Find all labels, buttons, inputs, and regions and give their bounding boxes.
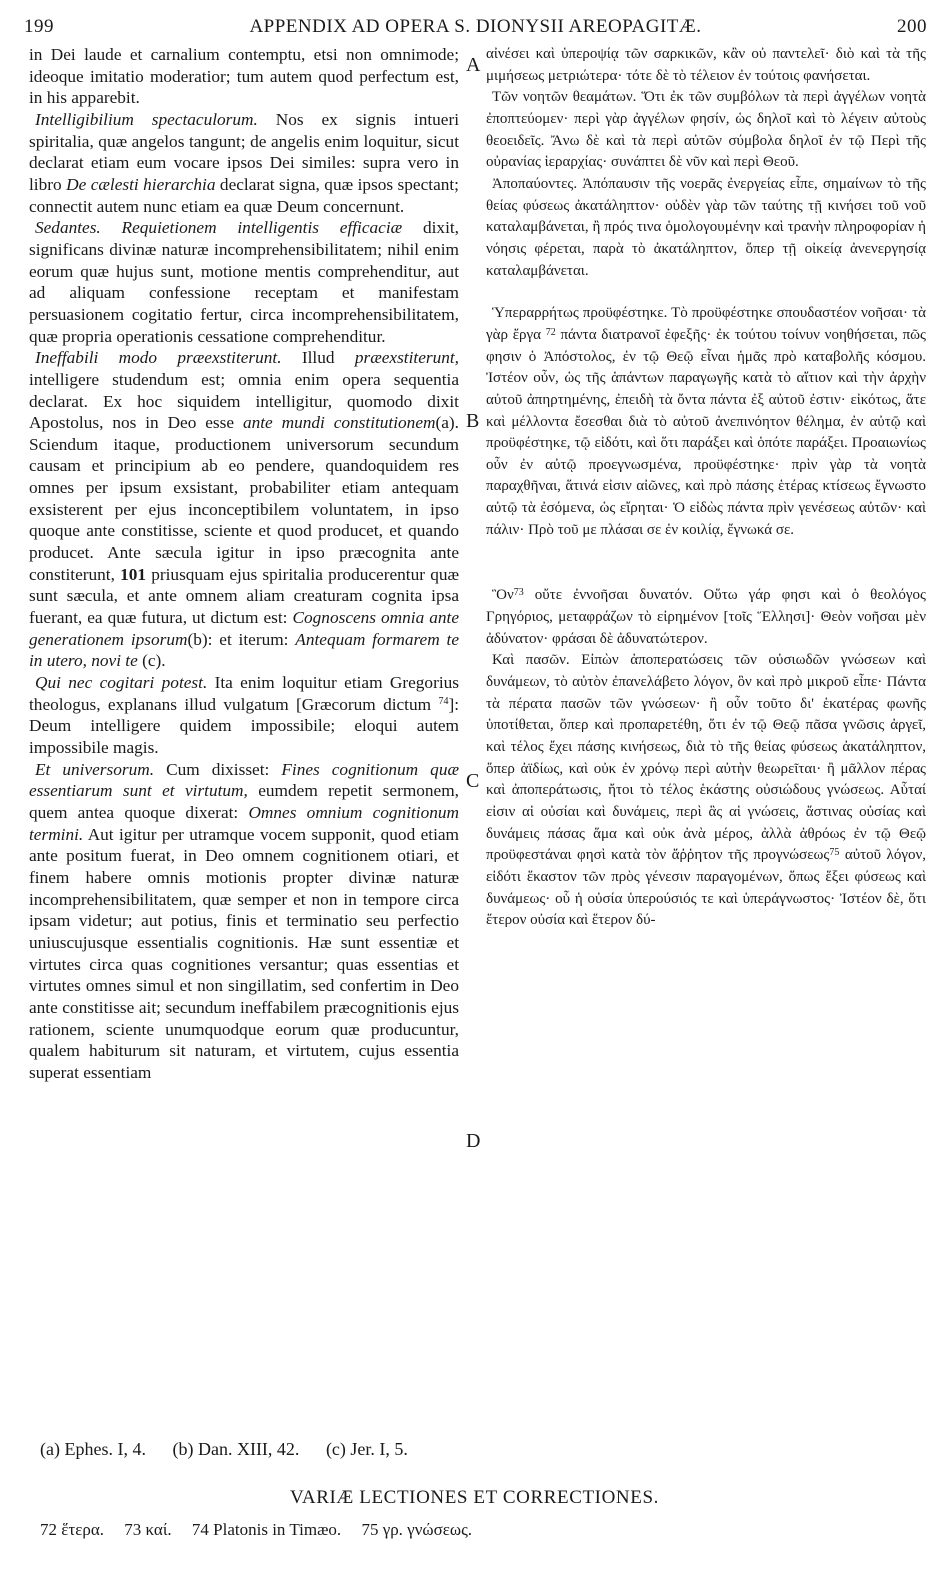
book-title: De cælesti hierarchia xyxy=(66,174,216,194)
margin-letter-a: A xyxy=(466,54,481,76)
footnote-ref: (c). xyxy=(137,651,166,671)
greek-paragraph-2: Τῶν νοητῶν θεαμάτων. Ὅτι ἐκ τῶν συμβόλων τὰ περὶ ἀγγέλων νοητὰ ἐποπτεύομεν· περὶ γὰρ ἀγγέλων φησίν, ὡς δηλοῖ καὶ τὸ λέγειν αὐτοὺς θεοειδεῖς. Ἄνω δὲ καὶ τὰ περὶ αὐτῶν σύμβολα δηλοῖ ἐν τῷ Περὶ τῆς οὐρανίας ἱεραρχίας· συνάπτει δὲ νῦν καὶ περὶ Θεοῦ. xyxy=(486,89,926,171)
variae-item: 74 Platonis in Timæo. xyxy=(191,1520,342,1539)
text-run: eumdem repetit sermonem, quem antea quoque dixerat: xyxy=(29,781,459,822)
variae-list xyxy=(40,1520,472,1540)
greek-paragraph-5 xyxy=(486,585,926,650)
margin-letter-b: B xyxy=(466,410,480,432)
latin-paragraph-6 xyxy=(29,759,459,1084)
footnote-ref: (b) xyxy=(187,629,208,649)
text-run: Ὑπεραρρήτως προϋφέστηκε. Τὸ προϋφέστηκε σπουδαστέον νοῆσαι· τὰ γὰρ ἔργα xyxy=(486,305,926,343)
footnotes xyxy=(40,1439,408,1460)
margin-letter-d: D xyxy=(466,1130,481,1152)
variae-item: 72 ἕτερα. xyxy=(40,1520,104,1539)
variae-item: 75 γρ. γνώσεως. xyxy=(361,1520,473,1539)
latin-paragraph-2 xyxy=(29,109,459,217)
footnote-a: (a) Ephes. I, 4. xyxy=(40,1439,146,1459)
lemma: Et universorum. xyxy=(35,759,155,779)
running-title: APPENDIX AD OPERA S. DIONYSII AREOPAGITÆ. xyxy=(249,16,702,37)
text-run: priusquam ejus spiritalia producerentur quæ sunt sæcula, et ante omnem aliam creaturam cognita ipsa fuerant, ea quæ futura, ut dictum est: xyxy=(29,564,459,628)
variant-ref: 73 xyxy=(513,587,524,599)
margin-letter-c: C xyxy=(466,770,480,792)
latin-paragraph-4 xyxy=(29,347,459,672)
text-run: Ita enim loquitur etiam Gregorius theologus, explanans illud vulgatum [Græcorum dictum xyxy=(29,673,459,714)
text-run: dixit, significans divinæ naturæ incomprehensibilitatem; nihil enim eorum quæ hujus sunt, motione mentis comprehenditur, aut ad aliquam confessione receptam et manifestam persuasionem cogitatio fertur, circa incomprehensibilitatem, quæ propria operationis cessatione comprehenditur. xyxy=(29,218,459,346)
variant-ref: 72 xyxy=(545,326,556,338)
variae-item: 73 καί. xyxy=(124,1520,172,1539)
lemma: Qui nec cogitari potest. xyxy=(35,673,208,693)
variant-ref: 74 xyxy=(438,695,449,707)
latin-paragraph-1: in Dei laude et carnalium contemptu, etsi non omnimode; ideoque imitatio moderatior; tum autem quod perfectum est, in his apparebit. xyxy=(29,45,459,108)
spacer xyxy=(486,282,926,303)
text-run: Aut igitur per utramque vocem supponit, quod etiam ante positum fuerat, in Deo omnem cognitionem otiari, et finem habere omnis motionis propter divinæ naturæ incomprehensibilitatem, quæ semper et non in tempore circa ipsam videtur; aut potius, finis et terminatio seu perfectio uniuscujusque essentialis cognitionis. Hæ sunt essentiæ et virtutes circa quas cognitiones versantur; quas essentias et virtutes omnes simul et non singillatim, sed confertim in Deo ante constitisse ait; secundum ineffabilem præcognitionis ejus rationem, sciente unumquodque eorum quæ producuntur, qualem habiturum sit naturam, et virtutem, cujus essentia superat essentiam xyxy=(29,824,459,1082)
footnote-c: (c) Jer. I, 5. xyxy=(325,1439,408,1459)
greek-paragraph-4 xyxy=(486,303,926,541)
lemma: Ineffabili modo præexstiterunt. xyxy=(35,348,282,368)
page-number-right: 200 xyxy=(897,16,927,37)
latin-column xyxy=(29,44,459,1084)
page-number-left: 199 xyxy=(24,16,54,37)
text-run: πάντα διατρανοῖ ἐφεξῆς· ἐκ τούτου τοίνυν νοηθήσεται, πῶς φησιν ὁ Ἀπόστολος, ἐν τῷ Θεῷ εἶναι ἡμᾶς πρὸ καταβολῆς κόσμου. Ἰστέον οὖν, ὡς τῆς ἁπάντων παραγωγῆς κατὰ τὸ αἴτιον καὶ τὴν ἀρχὴν αὐτοῦ ἀπηρτημένης, ἐπειδὴ τὰ ὄντα πάντα ἐξ αὐτοῦ ἐστιν· εἰκότως, ἅτε καὶ μέλλοντα ἔσεσθαι διὰ τὸ αὐτοῦ ἀνεπινόητον θέλημα, ἐν αὐτῷ καὶ προϋφέστηκε, τῷ εἰδότι, καὶ ὅτι παράξει καὶ ὁπότε παράξει. Προαιωνίως οὖν ἐν αὐτῷ προεγνωσμένα, προϋφέστηκε· πρὶν γὰρ τὰ νοητὰ παραχθῆναι, ἅτινά εἰσιν αἰῶνες, καὶ πρὸ πάσης ἑτέρας κτίσεως ἔγνωστο αὐτῷ τὰ ἐσόμενα, ὡς εἴρηται· Ὁ εἰδὼς πάντα πρὶν γενέσεως αὐτῶν· καὶ πάλιν· Πρὸ τοῦ με πλάσαι σε ἐν κοιλίᾳ, ἔγνωκά σε. xyxy=(486,326,926,538)
text-run: Nos ex signis intueri spiritalia, quæ angelos tangunt; de angelis enim loquitur, sicut declarat etiam eum vocare ipsos Dei similes: supra vero in libro xyxy=(29,109,460,194)
text-run: . Sciendum itaque, productionem universorum secundum causam et principium ab eo pendere, quandoquidem res omnes per ipsum exsistant, probabiliter etiam antequam exsisterent per ejus inconceptibilem voluntatem, in ipso quoque ante constitisse, sciente et quod producet, et quando producet. Ante sæcula igitur in ipso præcognita ante constiterunt, xyxy=(29,413,459,584)
variant-ref: 75 xyxy=(829,847,840,859)
text-run: : et iterum: xyxy=(207,629,296,649)
text-run: ]: Deum intelligere quidem impossibile; eloqui autem impossibile magis. xyxy=(29,694,459,757)
lemma: Sedantes. Requietionem intelligentis efficaciæ xyxy=(35,218,403,238)
italic-run: Omnes omnium cognitionum termini. xyxy=(29,802,460,844)
greek-paragraph-3: Ἀποπαύοντες. Ἀπόπαυσιν τῆς νοερᾶς ἐνεργείας εἶπε, σημαίνων τὸ τῆς θείας φύσεως ἀκατάληπτον· οὐδὲν γὰρ τῶν ταύτης τῇ κινήσει τοῦ νοῦ καταλαμβάνεται, ἢ πρός τινα ὁμολογουμένην καὶ τρανὴν πληροφορίαν ἡ νόησις φέρεται, παρὰ τὸ ἀκατάληπτον, ὅπερ τῇ οἰκείᾳ ἀνενεργησίᾳ καταλαμβάνεται. xyxy=(486,175,926,279)
lemma: Intelligibilium spectaculorum. xyxy=(35,109,258,129)
page-header xyxy=(24,16,927,40)
spacer xyxy=(486,541,926,585)
italic-run: Antequam formarem te in utero, novi te xyxy=(29,629,459,671)
italic-run: ante mundi constitutionem xyxy=(242,413,436,433)
greek-column xyxy=(486,44,926,932)
latin-paragraph-3 xyxy=(29,217,459,347)
text-run: Καὶ πασῶν. Εἰπὼν ἀποπερατώσεις τῶν οὐσιωδῶν γνώσεων καὶ δυνάμεων, τὸ αὐτὸν ἐπανελάβετο λόγον, ὃν καὶ πρὸ μικροῦ εἶπε· Πάντα τὰ πέρατα πασῶν τῶν γνώσεων· ἢ οὖν τοῦτο δι' ἑκατέρας φωνῆς ὑποτίθεται, ὅπερ καὶ προπαρετέθη, ὅτι ἐν τῷ Θεῷ πᾶσα γνῶσις ἀργεῖ, καὶ τέλος ἔχει πάσης κινήσεως, διὰ τὸ τῆς θείας φύσεως ἀκατάληπτον, ὅπερ ἀϊδίως, καὶ οὐκ ἐν χρόνῳ περὶ αὐτὴν θεωρεῖται· ἢ μᾶλλον πέρας καὶ ἀποπεράτωσις, ἤτοι τὸ τέλος ἑκάστης οὐσιώδους γνώσεως. Αὗταί εἰσιν αἱ οὐσίαι καὶ δυνάμεις, περὶ ἃς αἱ γνώσεις, ἅστινας οὐσίας καὶ δυνάμεις πάσας ἅμα καὶ οὐκ ἀνὰ μέρος, ἀλλὰ ἀθρόως ἐν τῷ Θεῷ προϋφεστάναι φησὶ κατὰ τὸν ἄῤῥητον τῆς προγνώσεως xyxy=(486,652,926,864)
greek-paragraph-1: αἰνέσει καὶ ὑπεροψίᾳ τῶν σαρκικῶν, κἂν οὐ παντελεῖ· διὸ καὶ τὰ τῆς μιμήσεως μετριώτερα· τότε δὲ τὸ τέλειον ἐν τούτοις φανήσεται. xyxy=(486,46,926,84)
latin-paragraph-5 xyxy=(29,672,459,759)
text-run: declarat signa, quæ ipsos spectant; connectit autem nunc etiam ea quæ Deum concernunt. xyxy=(29,174,459,216)
italic-run: præexstiterunt, xyxy=(354,348,460,368)
italic-run: Cognoscens omnia ante generationem ipsorum xyxy=(29,608,459,649)
footnote-ref: (a) xyxy=(435,413,455,433)
text-run: Illud xyxy=(281,348,355,368)
greek-paragraph-6 xyxy=(486,650,926,932)
text-run: intelligere studendum est; omnia enim opera sequentia declarat. Ex hoc siquidem intelligitur, quomodo dixit Apostolus, nos in Deo esse xyxy=(29,369,459,433)
footnote-b: (b) Dan. XIII, 42. xyxy=(172,1439,300,1459)
italic-run: Fines cognitionum quæ essentiarum sunt et virtutum, xyxy=(29,759,459,801)
text-run: οὔτε ἐννοῆσαι δυνατόν. Οὕτω γάρ φησι καὶ ὁ θεολόγος Γρηγόριος, μεταφράζων τὸ εἰρημένον [τοῖς Ἕλλησι]· Θεὸν νοῆσαι μὲν ἀδύνατον· φράσαι δὲ ἀδυνατώτερον. xyxy=(486,587,926,647)
variae-title: VARIÆ LECTIONES ET CORRECTIONES. xyxy=(290,1487,659,1508)
text-run: Ὃν xyxy=(492,587,514,604)
text-run: Cum dixisset: xyxy=(154,759,282,779)
column-number: 101 xyxy=(120,564,147,584)
text-run: αὐτοῦ λόγον, εἰδότι ἕκαστον τῶν πρὸς γένεσιν παραγομένων, ὅπως ἕξει φύσεως καὶ δυνάμεως· οὗ ἡ οὐσία ὑπερούσιός τε καὶ ὑπεράγνωστος· Ἰστέον δὲ, ὅτι ἕτερον οὐσία καὶ ἕτερον δύ- xyxy=(486,847,926,929)
